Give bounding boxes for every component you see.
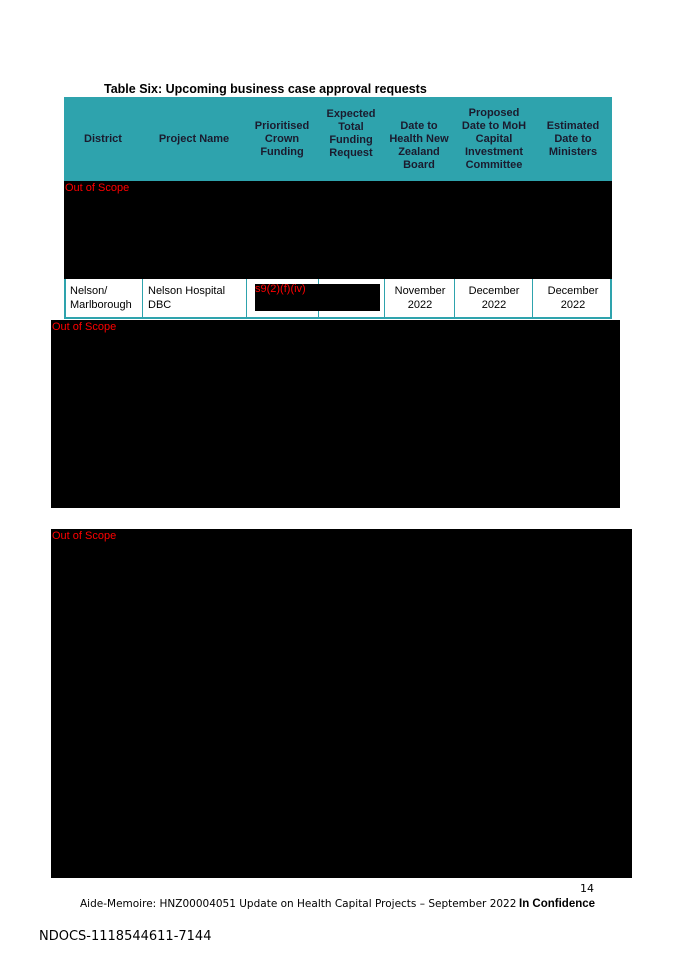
footer-text: Aide-Memoire: HNZ00004051 Update on Health Capital Projects – September 2022 [80,898,517,910]
cell-estimated-date-ministers: December 2022 [547,285,599,311]
column-divider [454,279,455,317]
cell-project-name: Nelson Hospital DBC [148,285,226,311]
redaction-label-three: Out of Scope [52,530,117,542]
cell-date-to-hnz-board: November 2022 [394,285,446,311]
redaction-label-table: Out of Scope [65,182,130,194]
header-expected-total-funding-request: Expected Total Funding Request [326,108,376,159]
table-title: Table Six: Upcoming business case approval requests [104,82,427,96]
cell-proposed-date-moh: December 2022 [468,285,520,311]
header-estimated-date-ministers: Estimated Date to Ministers [546,119,600,158]
classification-label: In Confidence [519,898,596,910]
header-proposed-date-moh: Proposed Date to MoH Capital Investment Committee [461,106,527,171]
table-header [64,97,612,181]
column-divider [384,279,385,317]
redaction-label-funding: s9(2)(f)(iv) [255,283,306,295]
document-id: NDOCS-1118544611-7144 [39,929,212,944]
column-divider [246,279,247,317]
column-divider [142,279,143,317]
redaction-label-two: Out of Scope [52,321,117,333]
table-row [64,279,612,319]
redaction-block-table [64,181,612,279]
header-date-to-hnz-board: Date to Health New Zealand Board [389,120,449,171]
column-divider [532,279,533,317]
header-prioritised-crown-funding: Prioritised Crown Funding [254,119,310,158]
redaction-block-two [51,320,620,508]
header-project-name: Project Name [158,132,230,145]
page-number: 14 [580,882,594,895]
cell-district: Nelson/ Marlborough [70,285,132,311]
redaction-block-three [51,529,632,878]
header-district: District [84,132,122,145]
